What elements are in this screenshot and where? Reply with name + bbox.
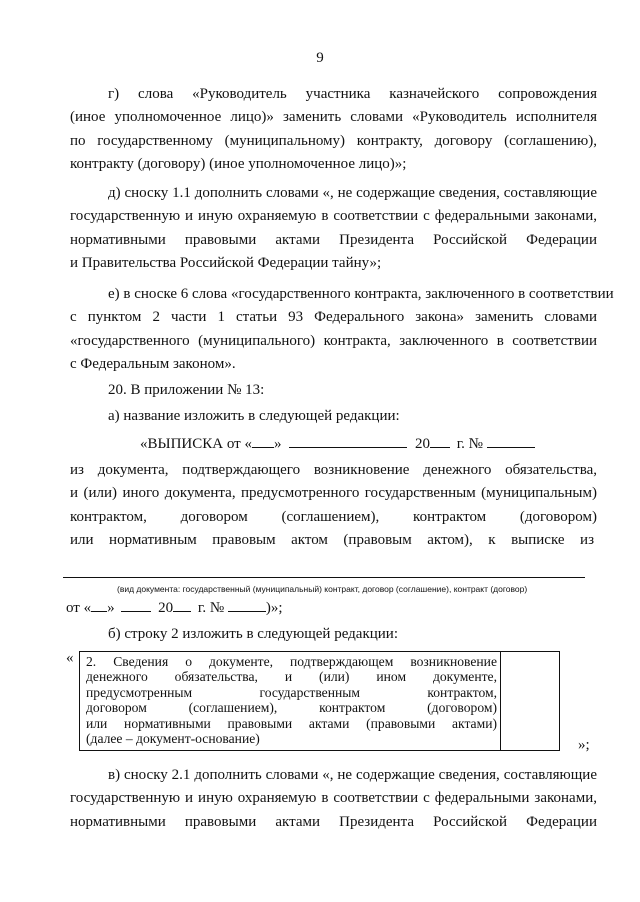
text-line: с Федеральным законом». xyxy=(70,356,236,373)
document-type-rule xyxy=(63,577,585,578)
text-line: нормативными правовыми актами Президента Российской Федерации xyxy=(70,813,597,830)
text-line: в) сноску 2.1 дополнить словами «, не содержащие сведения, составляющие xyxy=(108,767,597,783)
cell-line: или нормативными правовыми актами (правовыми актами) xyxy=(86,715,497,731)
from-day-blank xyxy=(91,597,107,612)
from-date-line xyxy=(66,597,283,618)
cell-line: предусмотренным государственным контрактом, xyxy=(86,684,497,700)
paragraph-item-e xyxy=(70,283,614,377)
text-line: государственную и иную охраняемую в соответствии с федеральными законами, xyxy=(70,208,597,225)
from-prefix: от « xyxy=(66,600,92,616)
cell-line: договором (соглашением), контрактом (договором) xyxy=(86,700,497,716)
text-line: по государственному (муниципальному) контракту, договору (соглашению), xyxy=(70,132,597,149)
from-year-blank xyxy=(173,597,191,612)
text-line: (иное уполномоченное лицо)» заменить словами «Руководитель исполнителя xyxy=(70,109,597,126)
cell-line: (далее – документ-основание) xyxy=(86,730,260,746)
text-line: е) в сноске 6 слова «государственного контракта, заключенного в соответствии xyxy=(108,286,614,302)
number-blank xyxy=(487,433,535,448)
from-quote: » xyxy=(107,600,115,616)
cell-line: 2. Сведения о документе, подтверждающем возникновение xyxy=(86,654,497,669)
paragraph-item-g xyxy=(70,83,597,177)
text-line: г) слова «Руководитель участника казначейского сопровождения xyxy=(108,86,597,102)
text-line: контрактом, договором (соглашением), контрактом (договором) xyxy=(70,508,597,525)
date-month-blank xyxy=(289,433,407,448)
excerpt-title-number-label: г. № xyxy=(456,436,483,452)
text-line: контракту (договору) (иное уполномоченное лицо)»; xyxy=(70,156,407,173)
row-2-table xyxy=(79,651,560,751)
paragraph-item-d xyxy=(70,182,597,276)
text-line: из документа, подтверждающего возникновение денежного обязательства, xyxy=(70,462,597,478)
paragraph-doc-text xyxy=(70,459,597,553)
text-line: нормативными правовыми актами Президента Российской Федерации xyxy=(70,231,597,248)
paragraph-item-v xyxy=(70,764,597,834)
text-line: д) сноску 1.1 дополнить словами «, не содержащие сведения, составляющие xyxy=(108,185,597,201)
from-year: 20 xyxy=(158,600,174,616)
document-type-caption: (вид документа: государственный (муниципальный) контракт, договор (соглашение), контракт (договор) xyxy=(117,584,528,594)
text-line: с пунктом 2 части 1 статьи 93 Федерального закона» заменить словами xyxy=(70,309,597,326)
item-b-intro: б) строку 2 изложить в следующей редакции: xyxy=(108,626,398,642)
text-line: и Правительства Российской Федерации тайну»; xyxy=(70,255,382,272)
excerpt-title-line xyxy=(140,433,535,454)
from-number-label: г. № xyxy=(197,600,225,616)
text-line: «государственного (муниципального) контракта, заключенного в соответствии xyxy=(70,332,597,349)
from-number-blank xyxy=(228,597,266,612)
excerpt-title-quote: » xyxy=(273,436,282,452)
excerpt-title-prefix: «ВЫПИСКА от « xyxy=(140,436,252,452)
date-year-blank xyxy=(430,433,450,448)
section-heading-20: 20. В приложении № 13: xyxy=(108,382,265,398)
table-quote-open: « xyxy=(66,650,74,666)
text-line: и (или) иного документа, предусмотренного государственным (муниципальным) xyxy=(70,485,597,502)
row-2-label-cell xyxy=(80,652,501,750)
date-day-blank xyxy=(252,433,274,448)
item-a-intro: а) название изложить в следующей редакции: xyxy=(108,408,400,424)
from-end: )»; xyxy=(265,600,283,616)
text-line: государственную и иную охраняемую в соответствии с федеральными законами, xyxy=(70,790,597,807)
page-number: 9 xyxy=(316,50,324,66)
excerpt-title-year: 20 xyxy=(414,436,430,452)
row-2-value-cell xyxy=(501,652,559,750)
table-quote-close: »; xyxy=(578,737,590,753)
cell-line: денежного обязательства, и (или) ином документе, xyxy=(86,669,497,685)
text-line: или нормативным правовым актом (правовым актом), к выписке из xyxy=(70,532,594,549)
from-month-blank xyxy=(121,597,151,612)
